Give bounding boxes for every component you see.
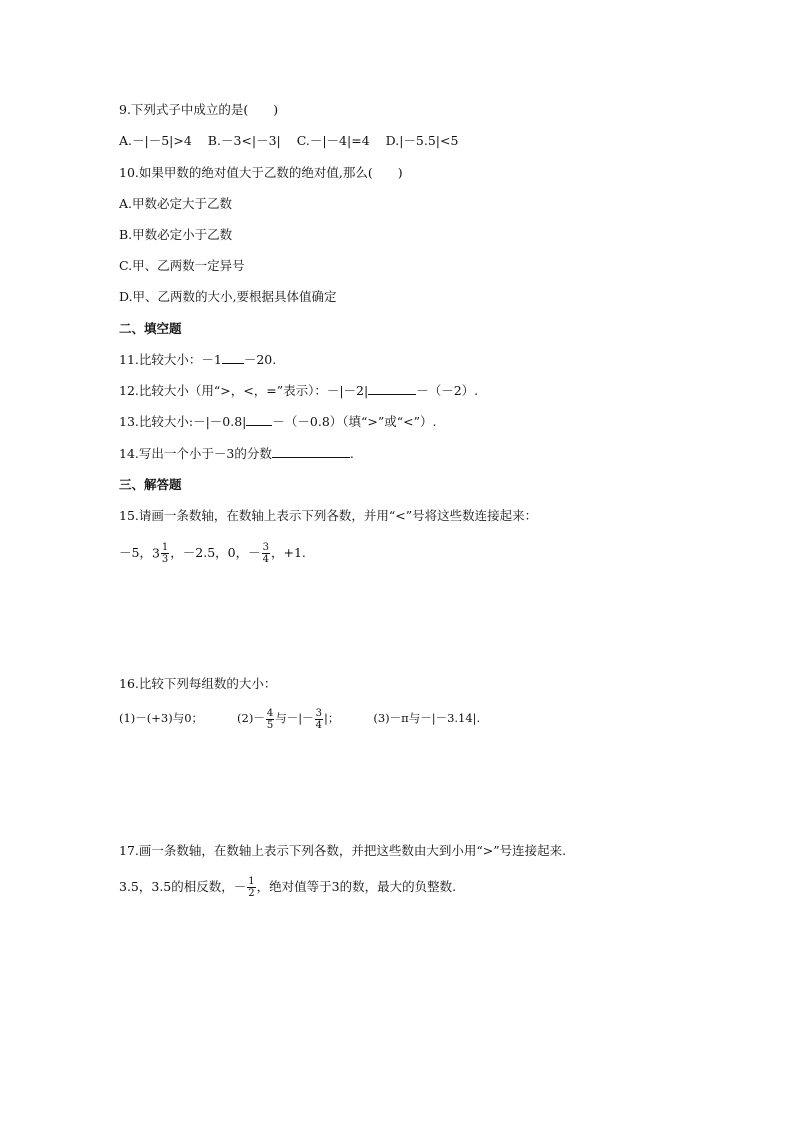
q9-option-b: B.－3<|－3| bbox=[207, 133, 281, 148]
q15-number-5: ，+1. bbox=[271, 545, 306, 560]
q15-fraction-denominator: 4 bbox=[262, 554, 269, 565]
q16-part-2-fraction-1 bbox=[266, 708, 274, 731]
q14-prefix: 14.写出一个小于－3的分数 bbox=[119, 446, 272, 461]
denominator: 5 bbox=[266, 719, 274, 731]
q13-suffix: －（－0.8）（填“>”或“<”）. bbox=[272, 414, 437, 429]
q10-option-c: C.甲、乙两数一定异号 bbox=[119, 258, 245, 273]
q15-mixed-fraction bbox=[161, 542, 169, 565]
q16-part-2-middle: 与－|－ bbox=[275, 711, 314, 725]
q17-stem: 17.画一条数轴，在数轴上表示下列各数，并把这些数由大到小用“>”号连接起来. bbox=[119, 843, 567, 858]
q13-answer-blank[interactable] bbox=[246, 413, 272, 426]
q10-option-a: A.甲数必定大于乙数 bbox=[119, 196, 233, 211]
q17-numbers bbox=[119, 874, 456, 900]
numerator: 1 bbox=[248, 876, 255, 887]
section-fill-in-title: 二、填空题 bbox=[119, 321, 182, 336]
q16-parts bbox=[119, 705, 480, 731]
q9-option-c: C.－|－4|=4 bbox=[296, 133, 370, 148]
q16-part-2-fraction-2 bbox=[315, 708, 323, 731]
q14-suffix: . bbox=[349, 446, 354, 461]
q13-prefix: 13.比较大小:－|－0.8| bbox=[119, 414, 247, 429]
q15-stem: 15.请画一条数轴，在数轴上表示下列各数，并用“<”号将这些数连接起来： bbox=[119, 508, 538, 523]
q9-stem: 9.下列式子中成立的是( ) bbox=[119, 102, 279, 117]
q10-option-b: B.甲数必定小于乙数 bbox=[119, 227, 233, 242]
q17-suffix: ，绝对值等于3的数，最大的负整数. bbox=[256, 879, 457, 894]
q14-answer-blank[interactable] bbox=[272, 445, 350, 458]
q15-fraction bbox=[262, 542, 270, 565]
q15-mixed-denominator: 3 bbox=[161, 554, 169, 565]
q9-option-d: D.|－5.5|<5 bbox=[385, 133, 459, 148]
q11-answer-blank[interactable] bbox=[222, 351, 244, 364]
q15-numbers bbox=[119, 540, 306, 567]
q16-part-2-prefix: (2)－ bbox=[237, 711, 265, 725]
q16-stem: 16.比较下列每组数的大小： bbox=[119, 676, 277, 691]
q12-prefix: 12.比较大小（用“>，<，=”表示）：－|－2| bbox=[119, 383, 369, 398]
q12-answer-blank[interactable] bbox=[368, 382, 416, 395]
q17-prefix: 3.5，3.5的相反数，－ bbox=[119, 879, 247, 894]
numerator: 3 bbox=[315, 707, 322, 719]
q16-part-3: (3)－π与－|－3.14|. bbox=[373, 711, 481, 725]
q15-number-3: ，－2.5，0，－ bbox=[170, 545, 261, 560]
denominator: 2 bbox=[248, 888, 255, 899]
q14 bbox=[119, 445, 354, 463]
q13 bbox=[119, 413, 437, 431]
section-solution-title: 三、解答题 bbox=[119, 477, 182, 492]
q9-options bbox=[119, 132, 458, 150]
q9-option-a: A.－|－5|>4 bbox=[119, 133, 192, 148]
q12-suffix: －（－2）. bbox=[416, 383, 479, 398]
q11-prefix: 11.比较大小：－1 bbox=[119, 352, 222, 367]
q11-suffix: －20. bbox=[243, 352, 277, 367]
q17-fraction bbox=[247, 876, 255, 899]
q15-number-1: －5， bbox=[119, 545, 152, 560]
q11 bbox=[119, 351, 276, 369]
q16-part-2-end: |； bbox=[323, 711, 340, 725]
q15-mixed-whole: 3 bbox=[151, 545, 160, 561]
q10-stem: 10.如果甲数的绝对值大于乙数的绝对值,那么( ) bbox=[119, 165, 403, 180]
denominator: 4 bbox=[315, 719, 322, 731]
q15-mixed-numerator: 1 bbox=[161, 542, 169, 553]
q15-fraction-numerator: 3 bbox=[262, 542, 269, 553]
q10-option-d: D.甲、乙两数的大小,要根据具体值确定 bbox=[119, 289, 337, 304]
numerator: 4 bbox=[266, 707, 274, 719]
q16-part-1: (1)－(+3)与0； bbox=[119, 711, 204, 725]
q12 bbox=[119, 382, 478, 400]
